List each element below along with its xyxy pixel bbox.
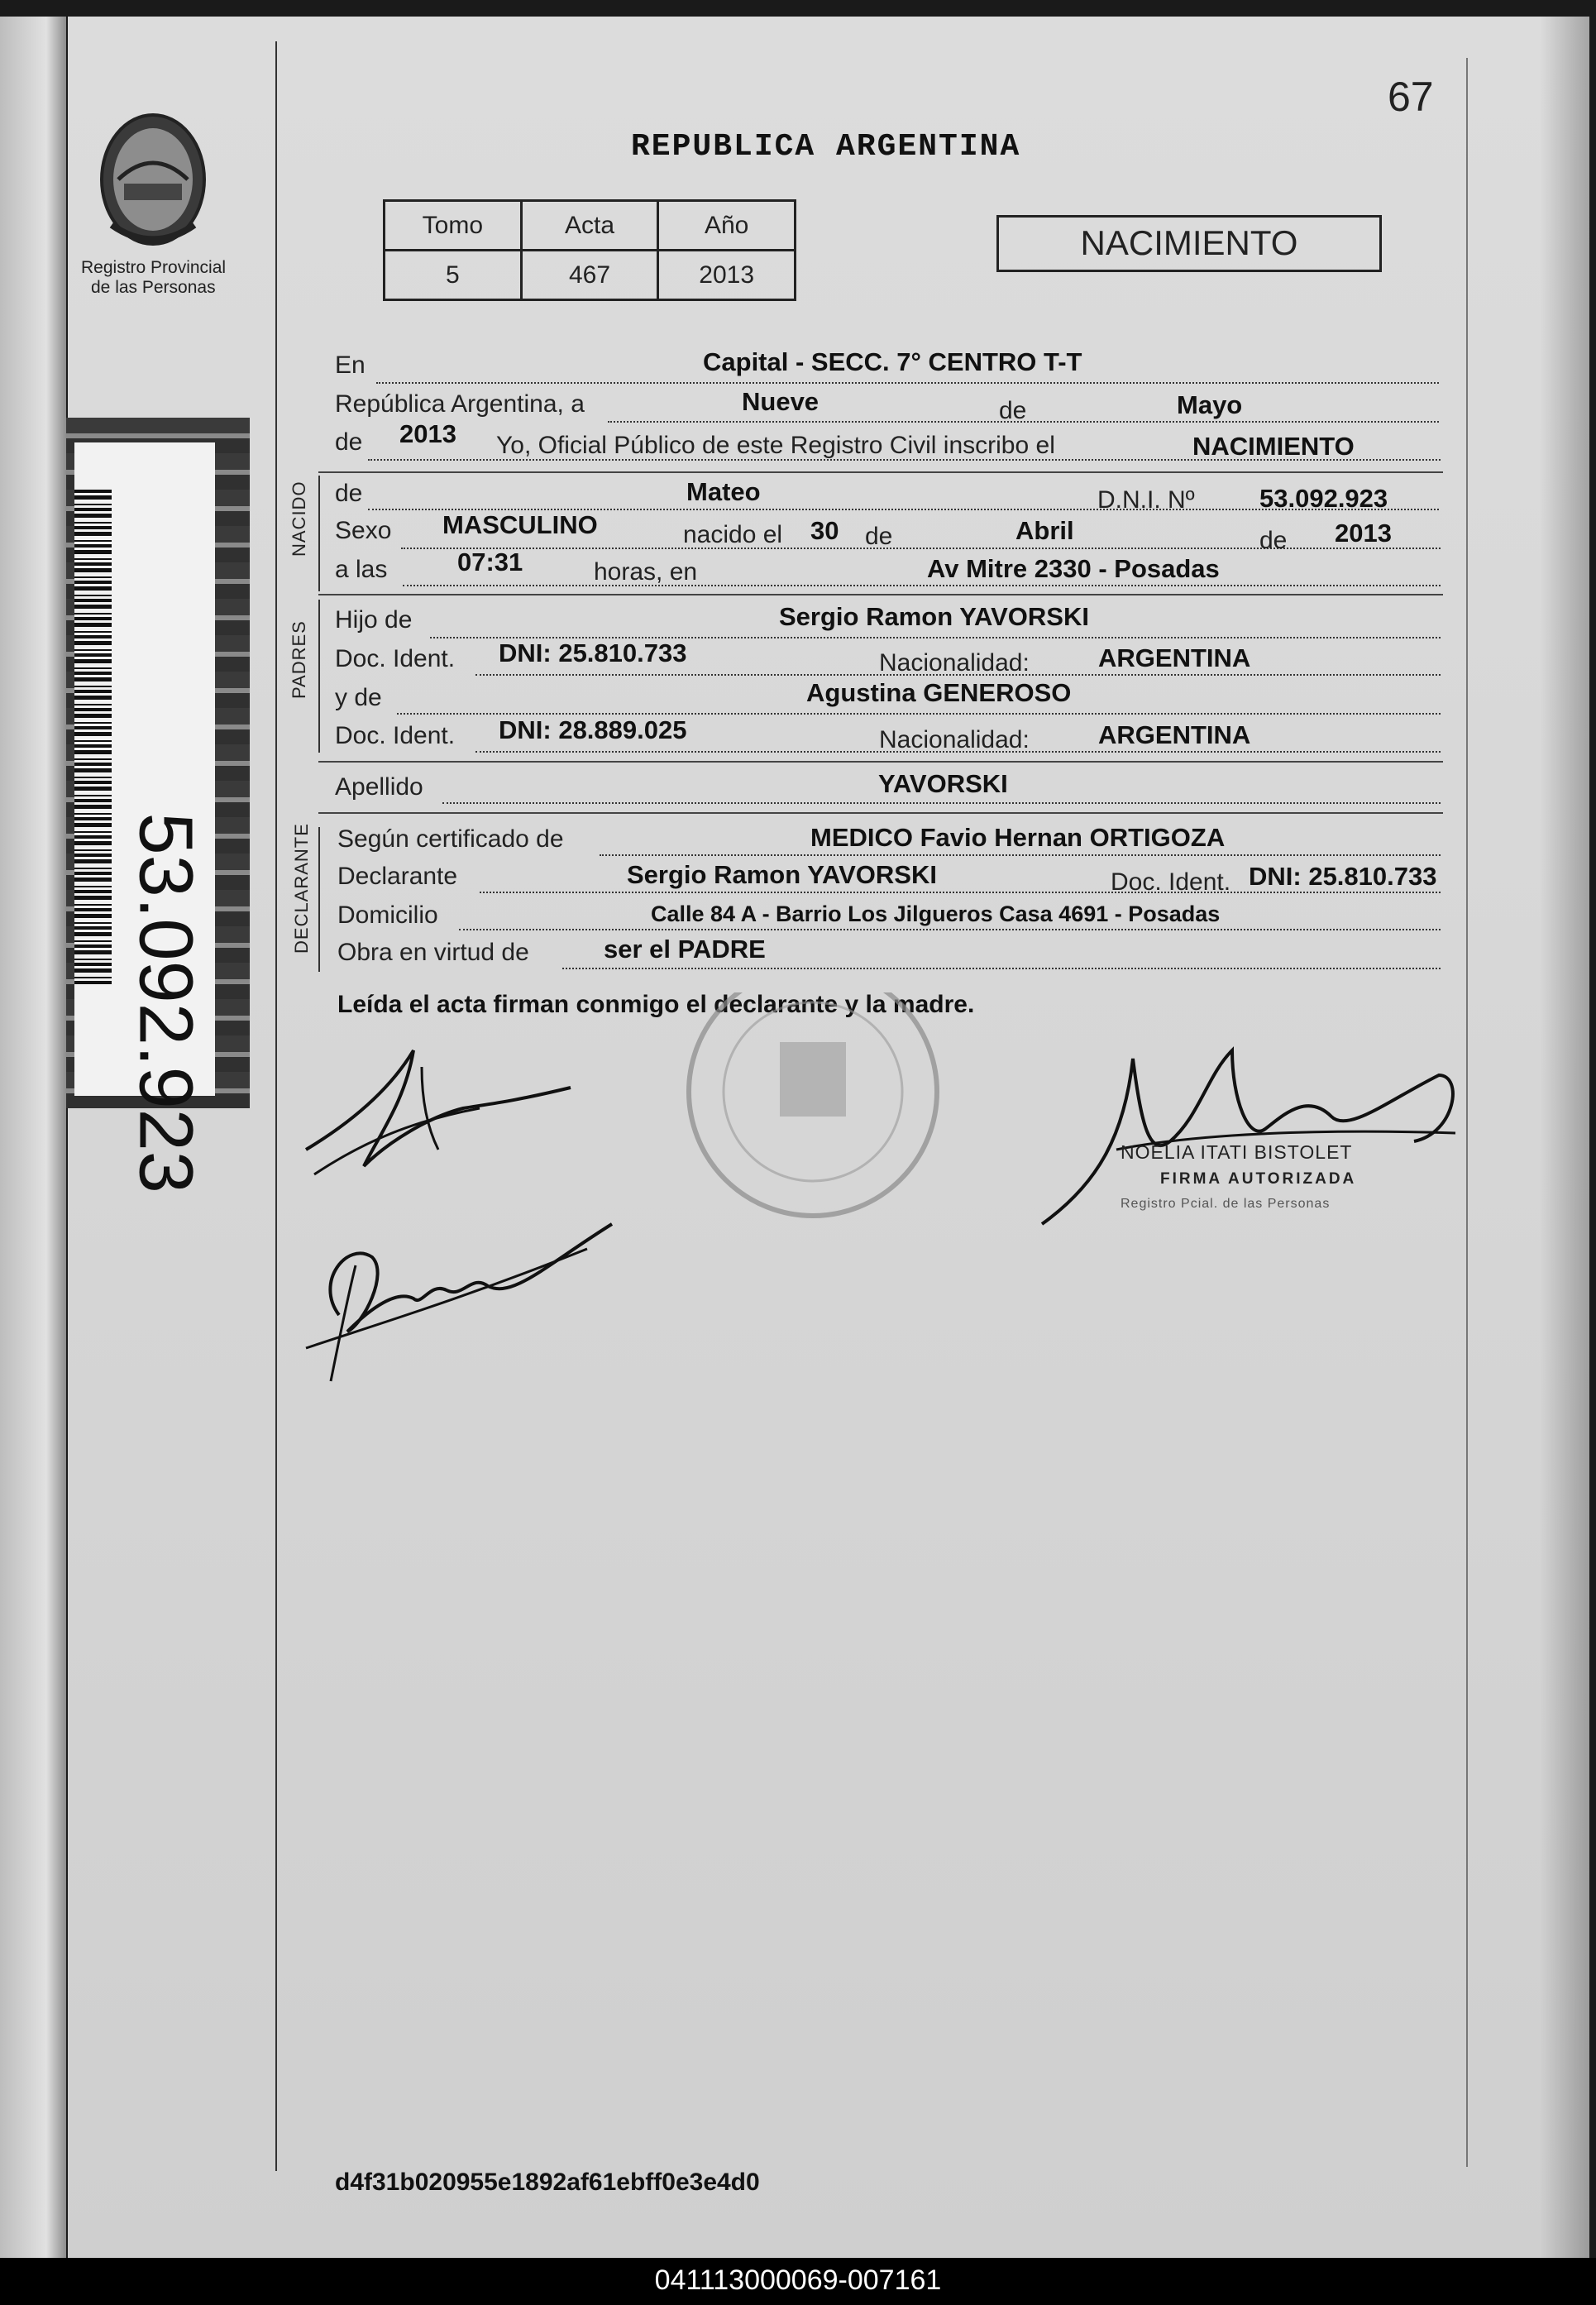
oficial-statement: Yo, Oficial Público de este Registro Civil inscribo el	[496, 432, 1055, 459]
dotted-line	[600, 854, 1441, 856]
dotted-line	[376, 382, 1439, 384]
segun-label: Según certificado de	[337, 825, 564, 853]
section-divider	[318, 761, 1443, 763]
table-header-cell: Acta	[521, 201, 658, 251]
page-shadow	[1540, 17, 1589, 2258]
sex-value: MASCULINO	[442, 510, 598, 539]
dotted-line	[562, 968, 1441, 969]
registration-month-value: Mayo	[1177, 390, 1243, 419]
official-office: Registro Pcial. de las Personas	[1121, 1197, 1331, 1211]
closing-statement: Leída el acta firman conmigo el declarante y la madre.	[337, 991, 975, 1018]
republica-label: República Argentina, a	[335, 390, 585, 418]
section-divider	[318, 812, 1443, 814]
side-label-padres: PADRES	[289, 620, 309, 699]
obra-label: Obra en virtud de	[337, 939, 529, 966]
inscribed-event-value: NACIMIENTO	[1192, 432, 1355, 461]
table-row	[385, 251, 796, 300]
de-label: de	[1259, 527, 1288, 554]
page-number: 67	[1388, 74, 1434, 120]
dni-label: D.N.I. Nº	[1097, 486, 1195, 514]
birth-year-value: 2013	[1335, 519, 1392, 548]
mother-nationality-value: ARGENTINA	[1098, 720, 1251, 749]
footer-bar	[0, 2258, 1596, 2305]
mother-document-value: DNI: 28.889.025	[499, 715, 687, 744]
child-name-value: Mateo	[686, 477, 761, 506]
y-de-label: y de	[335, 684, 382, 711]
nacionalidad-label: Nacionalidad:	[879, 649, 1030, 677]
table-header-cell: Tomo	[385, 201, 522, 251]
birth-month-value: Abril	[1015, 516, 1074, 545]
en-label: En	[335, 351, 366, 379]
birth-day-value: 30	[810, 516, 839, 545]
birth-time-value: 07:31	[457, 548, 523, 576]
registry-name-line1: Registro Provincial	[81, 258, 227, 277]
dotted-line	[442, 802, 1441, 804]
mother-signature-icon	[298, 1207, 628, 1389]
declarant-document-value: DNI: 25.810.733	[1249, 862, 1437, 891]
table-cell: 2013	[658, 251, 796, 300]
horas-en-label: horas, en	[594, 558, 698, 586]
provincial-emblem-icon	[87, 101, 236, 258]
father-document-value: DNI: 25.810.733	[499, 638, 687, 667]
registry-office-value: Capital - SECC. 7° CENTRO T-T	[703, 347, 1082, 376]
capacity-value: ser el PADRE	[604, 935, 766, 964]
a-las-label: a las	[335, 556, 388, 583]
side-label-declarante: DECLARANTE	[291, 823, 312, 954]
table-header-cell: Año	[658, 201, 796, 251]
nacido-el-label: nacido el	[683, 521, 783, 548]
domicilio-label: Domicilio	[337, 901, 438, 929]
child-dni-value: 53.092.923	[1259, 484, 1388, 513]
record-number-table	[383, 199, 796, 301]
father-name-value: Sergio Ramon YAVORSKI	[779, 602, 1089, 631]
mother-name-value: Agustina GENEROSO	[806, 678, 1072, 707]
right-margin-line	[1466, 58, 1468, 2167]
left-page-edge	[0, 17, 66, 2258]
apellido-label: Apellido	[335, 773, 423, 801]
registration-year-value: 2013	[399, 419, 456, 448]
surname-value: YAVORSKI	[878, 769, 1008, 798]
registration-day-value: Nueve	[742, 387, 820, 416]
official-name: NOELIA ITATI BISTOLET	[1121, 1141, 1353, 1163]
hijo-de-label: Hijo de	[335, 606, 413, 634]
declarant-name-value: Sergio Ramon YAVORSKI	[627, 860, 937, 889]
de-label: de	[335, 428, 363, 456]
dotted-line	[403, 585, 1441, 586]
sexo-label: Sexo	[335, 517, 392, 544]
footer-document-id: 041113000069-007161	[654, 2264, 942, 2296]
address-value: Calle 84 A - Barrio Los Jilgueros Casa 4691 - Posadas	[651, 901, 1221, 926]
section-divider	[318, 471, 1443, 473]
de-label: de	[999, 397, 1027, 424]
official-role: FIRMA AUTORIZADA	[1160, 1170, 1357, 1188]
declarant-signature-icon	[298, 1042, 604, 1191]
de-label: de	[335, 480, 363, 507]
dotted-line	[459, 929, 1441, 930]
document-title: REPUBLICA ARGENTINA	[631, 129, 1021, 165]
section-bracket-padres	[318, 600, 320, 753]
section-bracket-nacido	[318, 476, 320, 591]
document-hash: d4f31b020955e1892af61ebff0e3e4d0	[335, 2169, 760, 2196]
doc-ident-label: Doc. Ident.	[1111, 868, 1231, 896]
side-label-nacido: NACIDO	[289, 481, 309, 557]
table-cell: 5	[385, 251, 522, 300]
table-header-row	[385, 201, 796, 251]
de-label: de	[865, 523, 893, 550]
left-margin-line	[275, 41, 277, 2171]
dotted-line	[480, 892, 1441, 893]
section-bracket-declarante	[318, 827, 320, 972]
official-seal-icon	[668, 992, 958, 1232]
nacionalidad-label: Nacionalidad:	[879, 726, 1030, 753]
section-divider	[318, 594, 1443, 595]
table-cell: 467	[521, 251, 658, 300]
dotted-line	[397, 713, 1441, 715]
certificate-issuer-value: MEDICO Favio Hernan ORTIGOZA	[810, 823, 1226, 852]
barcode-icon	[74, 488, 112, 984]
father-nationality-value: ARGENTINA	[1098, 643, 1251, 672]
doc-ident-label: Doc. Ident.	[335, 645, 456, 672]
declarante-label: Declarante	[337, 863, 458, 890]
record-type-box: NACIMIENTO	[996, 215, 1382, 272]
registry-name-line2: de las Personas	[91, 278, 216, 297]
doc-ident-label: Doc. Ident.	[335, 722, 456, 749]
birth-place-value: Av Mitre 2330 - Posadas	[927, 554, 1220, 583]
